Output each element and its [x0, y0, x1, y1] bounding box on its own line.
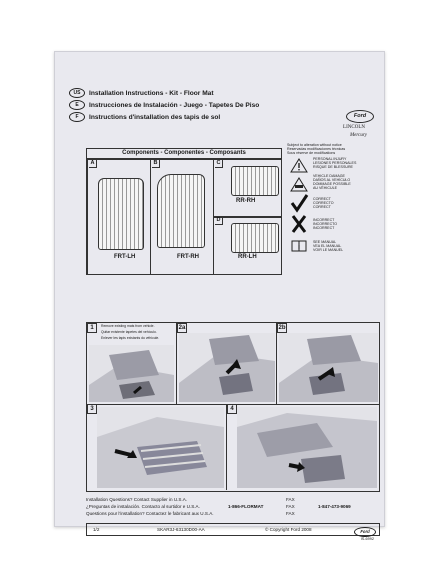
title-es: [69, 100, 259, 110]
component-label-c: RR-RH: [236, 198, 256, 204]
component-label-d: RR-LH: [238, 254, 257, 260]
floor-mat-front-right: [157, 174, 205, 248]
step-1-number: 1: [87, 323, 97, 333]
contact-phone: 1-866-FLORMAT: [228, 504, 264, 509]
correct-check-icon: [292, 195, 307, 210]
page-number: 1/2: [93, 527, 100, 532]
floor-mat-rear-left: [231, 223, 279, 253]
component-letter-d: D: [215, 217, 223, 225]
ford-logo: Ford: [346, 110, 374, 123]
component-d: [213, 216, 282, 275]
title-text-us: Installation Instructions - Kit - Floor Mat: [89, 89, 214, 97]
fax-label-2: FAX: [286, 504, 295, 509]
contact-line-fr: Questions pour l'installation? Contactez le fabricant aux U.S.A.: [86, 511, 214, 516]
title-fr: [69, 112, 220, 122]
component-letter-b: B: [152, 160, 160, 168]
title-text-fr: Instructions d'installation des tapis de sol: [89, 113, 221, 121]
see-manual-icon: [292, 241, 306, 251]
vehicle-damage-icon: [291, 178, 307, 191]
component-b: [150, 159, 214, 275]
instruction-sheet: [54, 51, 385, 541]
component-a: [87, 159, 151, 275]
legend-correct: CORRECT CORRECTO CORRECT: [313, 197, 334, 209]
title-us: [69, 88, 214, 98]
component-letter-a: A: [89, 160, 97, 168]
title-text-es: Instrucciones de Instalación - Juego - Tapetes De Piso: [89, 101, 260, 109]
notice-text: Subject to alteration without notice Reservadas modificaciones técnicas Sous réserve de modifications: [287, 143, 346, 155]
contact-info: [86, 497, 378, 522]
contact-line-es: ¿Preguntas de instalación. Contacto al surtidor e U.S.A.: [86, 504, 200, 509]
steps-col-divider-3: [226, 404, 227, 490]
component-label-a: FRT-LH: [114, 254, 136, 260]
step-4-image: [237, 407, 377, 488]
floor-mat-rear-right: [231, 166, 279, 196]
footer-ford-logo: Ford: [354, 527, 376, 537]
fax-label-1: FAX: [286, 497, 295, 502]
step-2a-number: 2a: [178, 325, 186, 331]
lincoln-logo: LINCOLN: [343, 125, 365, 130]
fax-number: 1-847-473-9069: [318, 504, 351, 509]
floor-mat-front-left: [98, 178, 144, 250]
copyright: © Copyright Ford 2008: [265, 527, 312, 532]
lang-badge-us: US: [69, 88, 85, 98]
component-letter-c: C: [215, 160, 223, 168]
legend-injury: PERSONAL INJURY LESIONES PERSONALES RISQUE DE BLESSURE: [313, 157, 357, 169]
component-c: [213, 159, 282, 218]
step-2b-image: [279, 333, 378, 402]
part-number: SKAR3J-63130D00-AA: [157, 527, 205, 532]
svg-text:i: i: [298, 244, 300, 251]
step-2b-number: 2b: [278, 325, 286, 331]
components-heading: Components - Componentes - Composants: [87, 149, 281, 159]
lang-badge-fr: F: [69, 112, 85, 122]
step-1-image: [89, 345, 174, 402]
fax-label-3: FAX: [286, 511, 295, 516]
step-1-notes: Remove existing mats from vehicle. Quitar existente tapetes del vehículo. Enlever les tapis existants du véhicule.: [101, 324, 160, 340]
contact-line-us: Installation Questions? Contact Supplier in U.S.A.: [86, 497, 188, 502]
step-4-number: 4: [227, 404, 237, 414]
component-label-b: FRT-RH: [177, 254, 199, 260]
legend-damage: VEHICLE DAMAGE DAÑOS AL VEHÍCULO DOMMAGE POSSIBLE AU VÉHICULE: [313, 174, 351, 190]
document-code: IS-6992: [360, 537, 374, 541]
footer-bar: [86, 523, 380, 536]
steps-panel: [86, 322, 380, 492]
components-panel: [86, 148, 282, 275]
step-2a-image: [179, 333, 275, 402]
legend-manual: SEE MANUAL VEA EL MANUAL VOIR LE MANUEL: [313, 240, 344, 252]
incorrect-cross-icon: [293, 216, 305, 232]
legend-incorrect: INCORRECT INCORRECTO INCORRECT: [313, 218, 338, 230]
steps-col-divider-2: [276, 323, 277, 404]
step-3-image: [97, 407, 224, 488]
lang-badge-es: E: [69, 100, 85, 110]
legend-icons: [289, 158, 309, 258]
step-3-number: 3: [87, 404, 97, 414]
steps-col-divider-1: [176, 323, 177, 404]
personal-injury-icon: [291, 159, 307, 172]
mercury-logo: Mercury: [349, 133, 367, 138]
